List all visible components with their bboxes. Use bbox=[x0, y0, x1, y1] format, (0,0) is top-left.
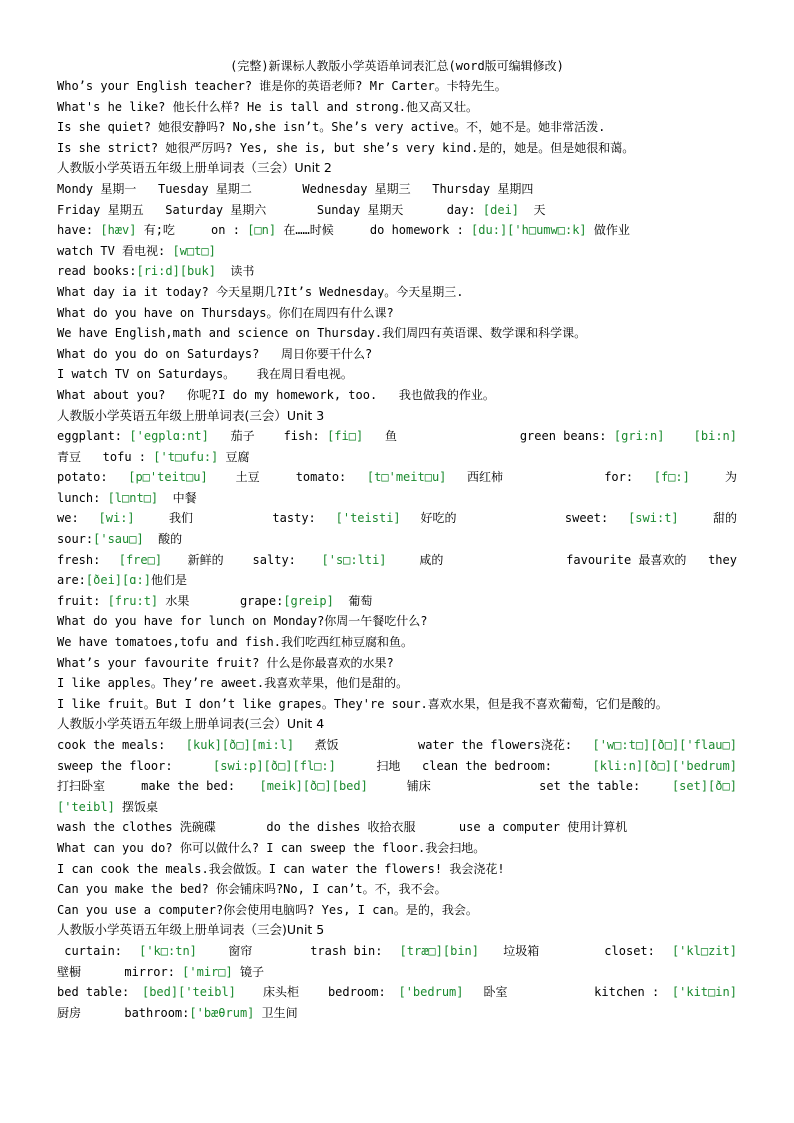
text-line bbox=[57, 467, 737, 488]
phonetic-transcription: [bi:n] bbox=[693, 429, 737, 444]
text-line bbox=[57, 261, 737, 282]
text-segment: 他们是 bbox=[150, 573, 187, 588]
document-header: (完整)新课标人教版小学英语单词表汇总(word版可编辑修改) bbox=[230, 59, 564, 73]
text-segment: 卧室 kitchen : bbox=[476, 985, 660, 1000]
phonetic-transcription: [fre□] bbox=[118, 552, 163, 567]
text-line bbox=[57, 529, 737, 550]
text-segment: Is she quiet? 她很安静吗? No,she isn’t。She’s very active。不，她不是。她非常活泼. bbox=[57, 120, 606, 135]
phonetic-transcription: [f□:] bbox=[653, 470, 690, 485]
phonetic-transcription: ['t□ufu:] bbox=[153, 449, 219, 464]
text-segment: 鱼 green beans: bbox=[370, 429, 607, 444]
text-segment: We have English,math and science on Thursday.我们周四有英语课、数学课和科学课。 bbox=[57, 326, 587, 341]
text-segment: Who’s your English teacher? 谁是你的英语老师? Mr Carter。卡特先生。 bbox=[57, 79, 507, 93]
text-line bbox=[57, 117, 737, 138]
text-segment: 茄子 fish: bbox=[216, 429, 320, 444]
phonetic-transcription: ['kl□zit] bbox=[671, 943, 737, 958]
text-line bbox=[57, 220, 737, 241]
phonetic-transcription: [hæv] bbox=[100, 223, 137, 238]
phonetic-transcription: [w□t□] bbox=[172, 243, 216, 258]
text-segment: 我们 tasty: bbox=[147, 511, 323, 526]
phonetic-transcription: ['s□:lti] bbox=[321, 552, 387, 567]
text-segment: 人教版小学英语五年级上册单词表(三会）Unit 4 bbox=[57, 716, 325, 732]
text-line bbox=[57, 447, 737, 468]
text-segment: 豆腐 bbox=[218, 449, 250, 464]
phonetic-transcription: ['mir□] bbox=[182, 964, 233, 979]
text-line bbox=[57, 611, 737, 632]
text-segment: What do you have on Thursdays。你们在周四有什么课? bbox=[57, 305, 394, 320]
text-segment: 在……时候 do homework : bbox=[276, 223, 472, 238]
text-segment: 天 bbox=[519, 202, 546, 217]
text-line bbox=[57, 756, 737, 777]
phonetic-transcription: ['egplɑ:nt] bbox=[129, 429, 209, 444]
phonetic-transcription: [bed]['teibl] bbox=[141, 985, 236, 1000]
phonetic-transcription: [ri:d][buk] bbox=[136, 264, 216, 279]
text-segment: 土豆 tomato: bbox=[221, 470, 354, 485]
text-segment: 做作业 bbox=[586, 223, 630, 238]
phonetic-transcription: [swi:t] bbox=[628, 511, 679, 526]
phonetic-transcription: [fru:t] bbox=[107, 593, 159, 608]
text-segment: fruit: bbox=[57, 593, 108, 608]
text-segment: 人教版小学英语五年级上册单词表（三会)Unit 5 bbox=[57, 922, 325, 938]
phonetic-transcription: [set][ð□] bbox=[671, 779, 737, 794]
phonetic-transcription: [l□nt□] bbox=[107, 490, 159, 505]
text-segment: bed table: bbox=[57, 985, 130, 1000]
text-line bbox=[57, 817, 737, 838]
text-line bbox=[57, 900, 737, 921]
text-segment: 窗帘 trash bin: bbox=[213, 943, 383, 958]
phonetic-transcription: [kuk][ð□][mi:l] bbox=[185, 738, 295, 752]
text-line bbox=[57, 488, 737, 509]
phonetic-transcription: [greip] bbox=[283, 593, 334, 608]
phonetic-transcription: [□n] bbox=[247, 223, 277, 238]
text-segment: watch TV 看电视: bbox=[57, 243, 173, 258]
text-line bbox=[57, 550, 737, 571]
text-segment: curtain: bbox=[57, 943, 123, 958]
text-line bbox=[57, 179, 737, 200]
phonetic-transcription: [fi□] bbox=[327, 429, 364, 444]
text-segment: 扫地 clean the bedroom: bbox=[369, 758, 560, 773]
text-line bbox=[57, 632, 737, 653]
text-line bbox=[57, 570, 737, 591]
text-line bbox=[57, 76, 737, 97]
text-line bbox=[57, 426, 737, 447]
phonetic-transcription: [dei] bbox=[482, 202, 520, 217]
text-segment: 人教版小学英语五年级上册单词表（三会）Unit 2 bbox=[57, 160, 332, 176]
text-segment: 水果 grape: bbox=[158, 593, 284, 608]
section-heading bbox=[57, 920, 737, 941]
phonetic-transcription: ['w□:t□][ð□]['flau□] bbox=[592, 738, 737, 752]
text-segment bbox=[672, 426, 686, 447]
text-line bbox=[57, 838, 737, 859]
phonetic-transcription: [wi:] bbox=[98, 511, 135, 526]
text-segment: 青豆 tofu : bbox=[57, 449, 154, 464]
text-segment: 厨房 bathroom: bbox=[57, 1005, 190, 1020]
text-line bbox=[57, 797, 737, 818]
text-segment: 有;吃 on : bbox=[136, 223, 248, 238]
text-segment: What’s your favourite fruit? 什么是你最喜欢的水果? bbox=[57, 655, 394, 670]
text-segment: read books: bbox=[57, 264, 137, 279]
text-segment: 床头柜 bedroom: bbox=[248, 985, 386, 1000]
text-segment: 镜子 bbox=[232, 964, 264, 979]
text-segment: What can you do? 你可以做什么? I can sweep the floor.我会扫地。 bbox=[57, 840, 486, 855]
vocabulary-content bbox=[57, 76, 737, 1023]
text-segment: Is she strict? 她很严厉吗? Yes, she is, but she’s very kind.是的，她是。但是她很和蔼。 bbox=[57, 140, 635, 155]
phonetic-transcription: [ðei][ɑ:] bbox=[85, 573, 151, 588]
text-segment: 煮饭 water the flowers浇花: bbox=[314, 738, 573, 752]
phonetic-transcription: ['bedrum] bbox=[398, 985, 464, 1000]
text-segment: Friday 星期五 Saturday 星期六 Sunday 星期天 day: bbox=[57, 202, 483, 217]
phonetic-transcription: ['teibl] bbox=[57, 799, 115, 814]
text-line bbox=[57, 941, 737, 962]
phonetic-transcription: ['teisti] bbox=[335, 511, 401, 526]
text-segment: 垃圾箱 closet: bbox=[496, 943, 655, 958]
text-segment: What day ia it today? 今天星期几?It’s Wednesday。今天星期三. bbox=[57, 284, 464, 299]
text-segment: sour: bbox=[57, 532, 94, 547]
text-segment: What do you do on Saturdays? 周日你要干什么? bbox=[57, 346, 373, 361]
text-segment: 好吃的 sweet: bbox=[413, 511, 616, 526]
phonetic-transcription: [swi:p][ð□][fl□:] bbox=[213, 758, 336, 773]
text-segment: 人教版小学英语五年级上册单词表(三会）Unit 3 bbox=[57, 407, 325, 423]
text-segment: 为 bbox=[703, 470, 737, 485]
text-line bbox=[57, 1003, 737, 1024]
text-segment: 咸的 favourite 最喜欢的 they bbox=[404, 552, 737, 567]
phonetic-transcription: [træ□][bin] bbox=[399, 943, 479, 958]
text-line bbox=[57, 508, 737, 529]
text-segment: What do you have for lunch on Monday?你周一午餐吃什么? bbox=[57, 614, 428, 629]
text-segment: I watch TV on Saturdays。 我在周日看电视。 bbox=[57, 367, 353, 382]
text-segment: potato: bbox=[57, 470, 115, 485]
text-segment: eggplant: bbox=[57, 429, 123, 444]
section-heading bbox=[57, 406, 737, 427]
text-segment: I like apples。They’re aweet.我喜欢苹果，他们是甜的。 bbox=[57, 676, 409, 691]
text-line bbox=[57, 303, 737, 324]
text-line bbox=[57, 653, 737, 674]
section-heading bbox=[57, 714, 737, 735]
phonetic-transcription: [t□'meit□u] bbox=[366, 470, 447, 485]
text-segment: 中餐 bbox=[158, 490, 197, 505]
text-segment: sweep the floor: bbox=[57, 758, 180, 773]
text-segment: 葡萄 bbox=[333, 593, 373, 608]
text-line bbox=[57, 735, 737, 756]
phonetic-transcription: ['bæθrum] bbox=[189, 1005, 255, 1020]
phonetic-transcription: [meik][ð□][bed] bbox=[259, 779, 368, 794]
text-segment: We have tomatoes,tofu and fish.我们吃西红柿豆腐和鱼。 bbox=[57, 635, 413, 650]
text-segment: 读书 bbox=[215, 264, 255, 279]
text-line bbox=[57, 982, 737, 1003]
text-segment: 打扫卧室 make the bed: bbox=[57, 779, 236, 794]
text-segment: 酸的 bbox=[143, 532, 183, 547]
text-segment: lunch: bbox=[57, 490, 108, 505]
text-segment: wash the clothes 洗碗碟 do the dishes 收拾衣服 use a computer 使用计算机 bbox=[57, 820, 628, 835]
text-segment: are: bbox=[57, 573, 86, 588]
text-segment: 壁橱 mirror: bbox=[57, 964, 183, 979]
text-line bbox=[57, 323, 737, 344]
text-segment: What about you? 你呢?I do my homework, too. 我也做我的作业。 bbox=[57, 387, 495, 402]
phonetic-transcription: [du:]['h□umw□:k] bbox=[471, 223, 587, 238]
phonetic-transcription: ['kit□in] bbox=[671, 985, 737, 1000]
text-line bbox=[57, 138, 737, 159]
text-segment: I like fruit。But I don’t like grapes。They're sour.喜欢水果，但是我不喜欢葡萄，它们是酸的。 bbox=[57, 696, 668, 711]
text-segment: Mondy 星期一 Tuesday 星期二 Wednesday 星期三 Thursday 星期四 bbox=[57, 181, 534, 196]
text-line bbox=[57, 282, 737, 303]
text-line bbox=[57, 962, 737, 983]
text-line bbox=[57, 200, 737, 221]
text-line bbox=[57, 241, 737, 262]
text-line bbox=[57, 97, 737, 118]
text-line bbox=[57, 859, 737, 880]
text-segment: 甜的 bbox=[691, 511, 737, 526]
phonetic-transcription: [gri:n] bbox=[613, 429, 665, 444]
text-segment: Can you use a computer?你会使用电脑吗? Yes, I can。是的，我会。 bbox=[57, 902, 478, 917]
phonetic-transcription: [kli:n][ð□]['bedrum] bbox=[592, 758, 737, 773]
document-page bbox=[57, 56, 737, 1023]
text-line bbox=[57, 385, 737, 406]
text-line bbox=[57, 879, 737, 900]
text-segment: fresh: bbox=[57, 552, 101, 567]
text-segment: 卫生间 bbox=[254, 1005, 298, 1020]
text-segment: have: bbox=[57, 223, 101, 238]
text-line bbox=[57, 694, 737, 715]
phonetic-transcription: ['sau□] bbox=[93, 532, 144, 547]
phonetic-transcription: ['k□:tn] bbox=[139, 943, 197, 958]
text-segment: 铺床 set the table: bbox=[392, 779, 648, 794]
section-heading bbox=[57, 158, 737, 179]
text-line bbox=[57, 776, 737, 797]
text-segment: What's he like? 他长什么样? He is tall and strong.他又高又壮。 bbox=[57, 99, 478, 114]
text-line bbox=[57, 591, 737, 612]
text-segment: we: bbox=[57, 511, 86, 526]
text-segment: Can you make the bed? 你会铺床吗?No, I can’t。不，我不会。 bbox=[57, 882, 447, 897]
text-segment: 摆饭桌 bbox=[114, 799, 159, 814]
text-line bbox=[57, 673, 737, 694]
text-segment: I can cook the meals.我会做饭。I can water the flowers! 我会浇花! bbox=[57, 861, 505, 876]
text-line bbox=[57, 344, 737, 365]
text-line bbox=[57, 364, 737, 385]
text-segment: 新鲜的 salty: bbox=[180, 552, 304, 567]
phonetic-transcription: [p□'teit□u] bbox=[128, 470, 208, 485]
text-segment: 西红柿 for: bbox=[459, 470, 641, 485]
text-segment: cook the meals: bbox=[57, 738, 166, 752]
